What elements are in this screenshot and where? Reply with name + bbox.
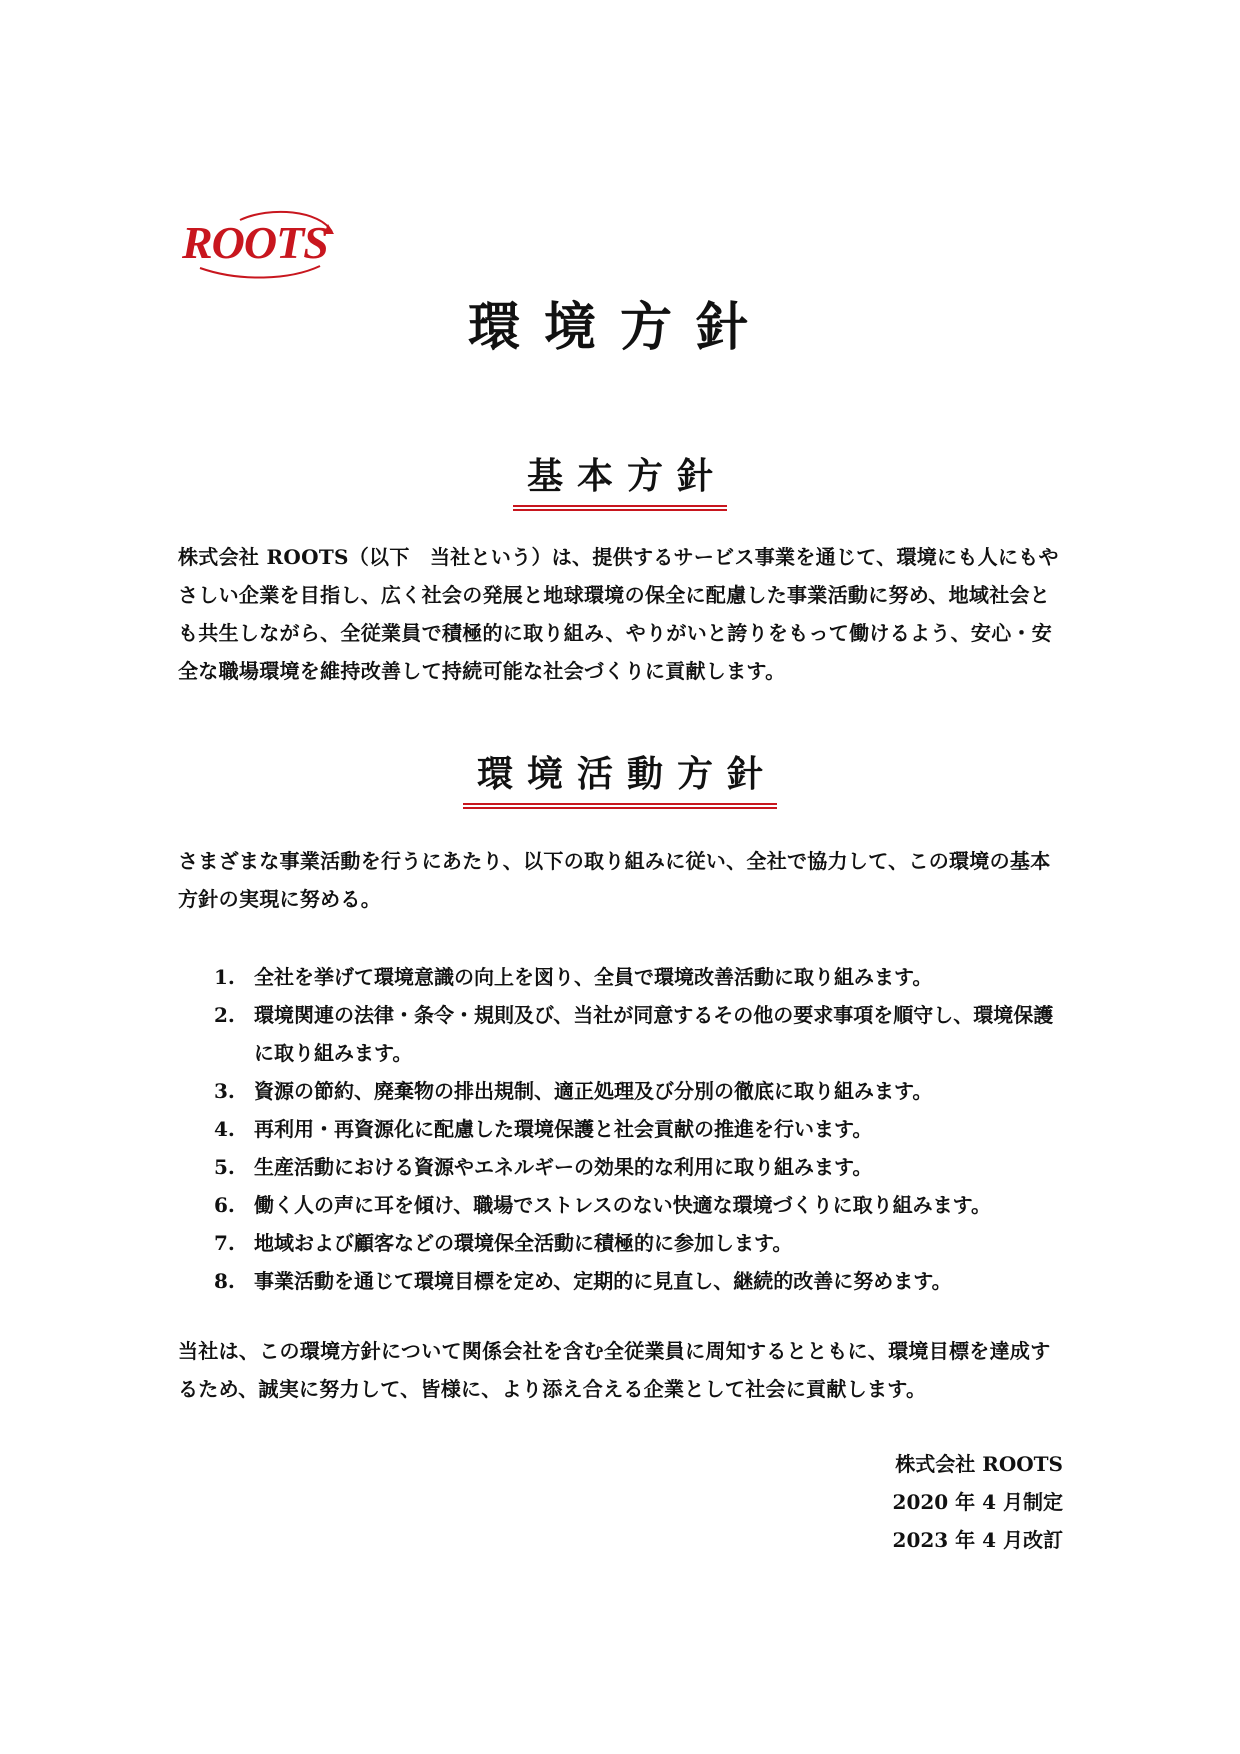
- list-item-number: 2.: [214, 1003, 235, 1027]
- list-item-text: 環境関連の法律・条令・規則及び、当社が同意するその他の要求事項を順守し、環境保護に取り組みます。: [254, 1003, 1054, 1065]
- list-item: [178, 1110, 1066, 1148]
- list-item: [178, 958, 1066, 996]
- list-item-text: 再利用・再資源化に配慮した環境保護と社会貢献の推進を行います。: [254, 1117, 873, 1141]
- list-item-text: 全社を挙げて環境意識の向上を図り、全員で環境改善活動に取り組みます。: [254, 965, 933, 989]
- list-item-number: 6.: [214, 1193, 235, 1217]
- list-item: [178, 1262, 1066, 1300]
- list-item: [178, 1224, 1066, 1262]
- list-item-text: 生産活動における資源やエネルギーの効果的な利用に取り組みます。: [254, 1155, 873, 1179]
- closing-statement: 当社は、この環境方針について関係会社を含む全従業員に周知するとともに、環境目標を達成するため、誠実に努力して、皆様に、より添え合える企業として社会に貢献します。: [178, 1339, 1051, 1401]
- list-item-text: 働く人の声に耳を傾け、職場でストレスのない快適な環境づくりに取り組みます。: [254, 1193, 991, 1217]
- list-item: [178, 1072, 1066, 1110]
- list-item-number: 4.: [214, 1117, 235, 1141]
- list-item-number: 3.: [214, 1079, 235, 1103]
- list-item: [178, 1148, 1066, 1186]
- list-item: [178, 996, 1066, 1072]
- list-item-text: 地域および顧客などの環境保全活動に積極的に参加します。: [254, 1231, 793, 1255]
- basic-policy-body: 株式会社 ROOTS（以下 当社という）は、提供するサービス事業を通じて、環境にも人にもやさしい企業を目指し、広く社会の発展と地球環境の保全に配慮した事業活動に努め、地域社会とも共生しながら、全従業員で積極的に取り組み、やりがいと誇りをもって働けるよう、安心・安全な職場環境を維持改善して持続可能な社会づくりに貢献します。: [178, 545, 1059, 683]
- signature-established: 2020 年 4 月制定: [892, 1490, 1063, 1514]
- signature-block: [893, 1445, 1063, 1559]
- activity-policy-list: [178, 958, 1066, 1300]
- list-item-number: 1.: [214, 965, 235, 989]
- page-title: 環境方針: [467, 297, 772, 358]
- activity-policy-intro: さまざまな事業活動を行うにあたり、以下の取り組みに従い、全社で協力して、この環境の基本方針の実現に努める。: [178, 849, 1051, 911]
- roots-logo: [180, 210, 340, 280]
- list-item-number: 5.: [214, 1155, 235, 1179]
- signature-revised: 2023 年 4 月改訂: [892, 1528, 1063, 1552]
- list-item-text: 事業活動を通じて環境目標を定め、定期的に見直し、継続的改善に努めます。: [254, 1269, 952, 1293]
- activity-policy-heading-wrap: [0, 746, 1240, 805]
- activity-policy-heading: 環境活動方針: [463, 746, 777, 805]
- basic-policy-heading-wrap: [0, 448, 1240, 507]
- list-item-text: 資源の節約、廃棄物の排出規制、適正処理及び分別の徹底に取り組みます。: [254, 1079, 933, 1103]
- list-item-number: 7.: [214, 1231, 235, 1255]
- list-item-number: 8.: [214, 1269, 235, 1293]
- list-item: [178, 1186, 1066, 1224]
- logo-text: ROOTS: [182, 217, 328, 268]
- basic-policy-heading: 基本方針: [513, 448, 727, 507]
- signature-company: 株式会社 ROOTS: [895, 1452, 1063, 1476]
